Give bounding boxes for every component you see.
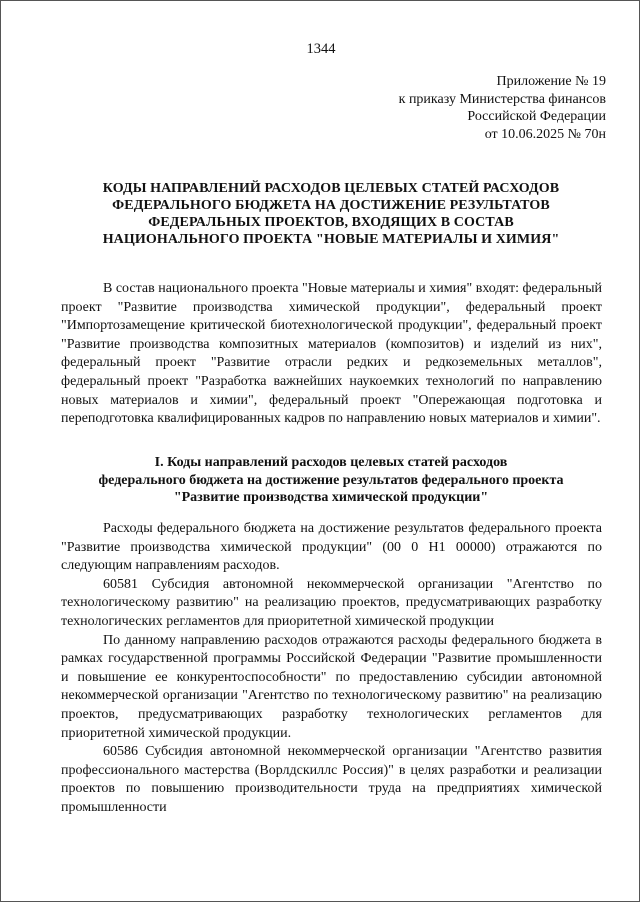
appendix-line: Российской Федерации (467, 109, 606, 124)
section-body (61, 520, 602, 818)
body-paragraph: 60586 Субсидия автономной некоммерческой организации "Агентство развития профессионального мастерства (Ворлдскиллс Россия)" в целях разработки и реализации проектов по повышению производительности труда на предприятиях химической промышленности (61, 744, 602, 815)
page-number: 1344 (306, 41, 336, 57)
appendix-line: от 10.06.2025 № 70н (484, 126, 606, 142)
title-line: ФЕДЕРАЛЬНЫХ ПРОЕКТОВ, ВХОДЯЩИХ В СОСТАВ (148, 215, 514, 230)
body-paragraph: Расходы федерального бюджета на достижение результатов федерального проекта "Развитие производства химической продукции" (00 0 Н1 00000) отражаются по следующим направлениям расходов. (61, 521, 602, 574)
appendix-line: к приказу Министерства финансов (398, 91, 606, 107)
title-line: ФЕДЕРАЛЬНОГО БЮДЖЕТА НА ДОСТИЖЕНИЕ РЕЗУЛЬТАТОВ (112, 198, 550, 213)
body-paragraph: 60581 Субсидия автономной некоммерческой организации "Агентство по технологическому развитию" на реализацию проектов, предусматривающих разработку технологических регламентов для приоритетной химической продукции (61, 576, 602, 629)
title-line: КОДЫ НАПРАВЛЕНИЙ РАСХОДОВ ЦЕЛЕВЫХ СТАТЕЙ РАСХОДОВ (102, 181, 560, 196)
title-line: НАЦИОНАЛЬНОГО ПРОЕКТА "НОВЫЕ МАТЕРИАЛЫ И ХИМИЯ" (102, 232, 560, 247)
section-heading-line: федерального бюджета на достижение результатов федерального проекта (98, 472, 564, 488)
intro-paragraph: В состав национального проекта "Новые материалы и химия" входят: федеральный проект "Развитие производства химической продукции", федеральный проект "Импортозамещение критической биотехнологической продукции", федеральный проект "Развитие производства композитных материалов (композитов) и изделий из них", федеральный проект "Развитие отрасли редких и редкоземельных металлов", федеральный проект "Разработка важнейших наукоемких технологий по направлению новых материалов и химии", федеральный проект "Опережающая подготовка и переподготовка квалифицированных кадров по направлению новых материалов и химии". (61, 281, 602, 427)
appendix-reference (356, 73, 606, 143)
section-heading (61, 454, 601, 507)
intro-section (61, 280, 602, 429)
section-heading-line: "Развитие производства химической продукции" (173, 490, 489, 505)
appendix-line: Приложение № 19 (496, 74, 606, 89)
section-heading-line: I. Коды направлений расходов целевых статей расходов (154, 455, 508, 470)
document-title (61, 180, 601, 248)
body-paragraph: По данному направлению расходов отражаются расходы федерального бюджета в рамках государственной программы Российской Федерации "Развитие промышленности и повышение ее конкурентоспособности" по предоставлению субсидии автономной некоммерческой организации "Агентство по технологическому развитию" на реализацию проектов, предусматривающих разработку технологических регламентов для приоритетной химической продукции. (61, 632, 602, 741)
